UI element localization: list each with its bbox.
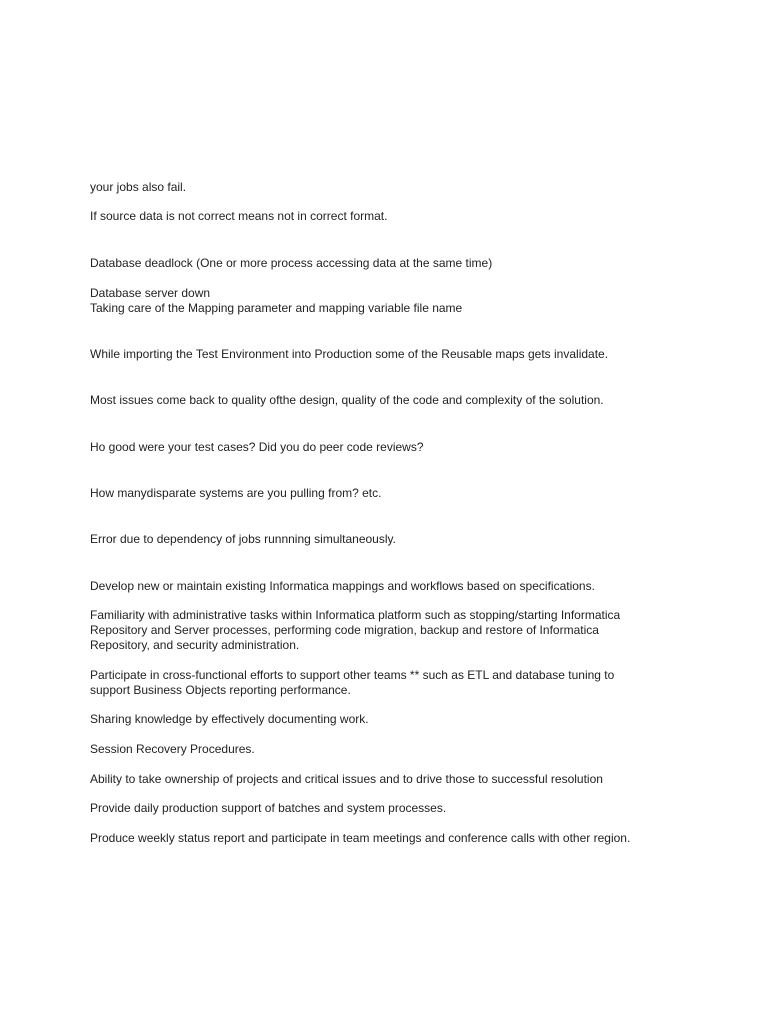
text-line: Familiarity with administrative tasks within Informatica platform such as stopping/starting Informatica — [90, 608, 621, 622]
text-line: Taking care of the Mapping parameter and mapping variable file name — [90, 301, 463, 315]
text-line: your jobs also fail. — [90, 180, 187, 194]
text-line: Most issues come back to quality ofthe design, quality of the code and complexity of the solution. — [90, 393, 604, 407]
text-line: Ability to take ownership of projects and critical issues and to drive those to successful resolution — [90, 772, 603, 786]
text-line: Ho good were your test cases? Did you do peer code reviews? — [90, 440, 424, 454]
text-line: support Business Objects reporting performance. — [90, 683, 351, 697]
text-line: How manydisparate systems are you pulling from? etc. — [90, 486, 382, 500]
text-line: Session Recovery Procedures. — [90, 742, 255, 756]
text-line: Produce weekly status report and participate in team meetings and conference calls with other region. — [90, 831, 631, 845]
text-line: Participate in cross-functional efforts to support other teams ** such as ETL and database tuning to — [90, 668, 615, 682]
text-line: Database server down — [90, 286, 211, 300]
text-line: Repository, and security administration. — [90, 638, 300, 652]
text-line: Provide daily production support of batches and system processes. — [90, 801, 447, 815]
text-line: If source data is not correct means not in correct format. — [90, 209, 388, 223]
text-line: Repository and Server processes, performing code migration, backup and restore of Informatica — [90, 623, 599, 637]
text-line: Develop new or maintain existing Informatica mappings and workflows based on specifications. — [90, 579, 595, 593]
text-line: Database deadlock (One or more process accessing data at the same time) — [90, 256, 493, 270]
text-line: Error due to dependency of jobs runnning simultaneously. — [90, 532, 396, 546]
text-line: Sharing knowledge by effectively documenting work. — [90, 712, 369, 726]
text-line: While importing the Test Environment into Production some of the Reusable maps gets invalidate. — [90, 347, 609, 361]
